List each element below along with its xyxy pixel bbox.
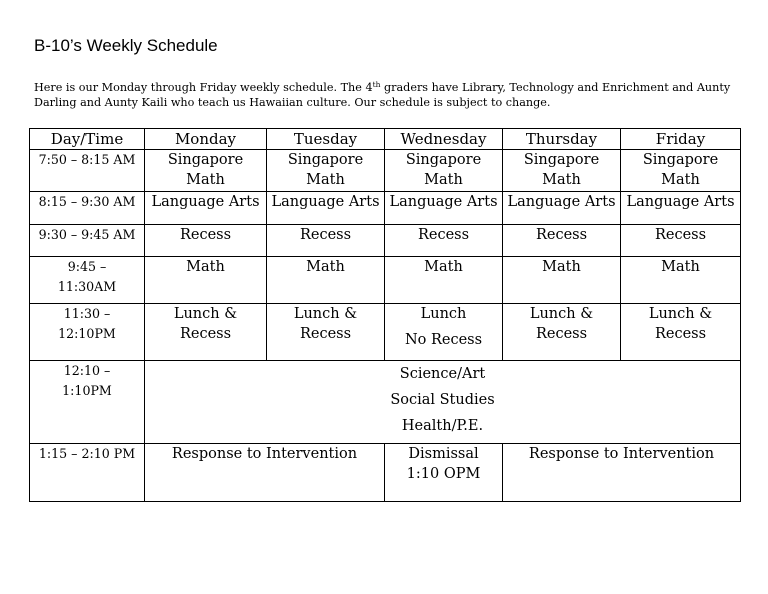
time-line: 1:10PM [62,383,112,398]
cell-line: Lunch & [648,306,713,322]
header-wednesday: Wednesday [385,129,503,150]
page-title: B-10’s Weekly Schedule [34,36,218,55]
cell-line: Lunch [420,306,467,322]
monday-tuesday-cell: Response to Intervention [145,444,385,502]
header-day-time: Day/Time [30,129,145,150]
subject-line: Science/Art [399,366,486,382]
time-cell [30,257,145,304]
cell-line: Recess [654,326,707,342]
tuesday-cell [267,150,385,192]
wednesday-cell: Math [385,257,503,304]
cell-line: No Recess [404,332,483,348]
cell-line: Singapore [405,152,482,168]
time-cell: 8:15 – 9:30 AM [30,192,145,225]
table-row [30,192,741,225]
schedule-table [29,128,741,502]
time-line: 9:45 – [67,259,107,274]
cell-line: Singapore [167,152,244,168]
monday-cell: Recess [145,225,267,257]
cell-line: Lunch & [529,306,594,322]
table-row [30,361,741,444]
friday-cell [621,150,741,192]
time-cell: 9:30 – 9:45 AM [30,225,145,257]
wednesday-cell [385,150,503,192]
cell-line: 1:10 OPM [406,466,481,482]
friday-cell: Recess [621,225,741,257]
monday-cell: Math [145,257,267,304]
time-cell: 7:50 – 8:15 AM [30,150,145,192]
cell-line: Singapore [287,152,364,168]
wednesday-cell [385,304,503,361]
cell-line: Recess [299,326,352,342]
cell-line: Math [661,172,700,188]
tuesday-cell [267,304,385,361]
cell-line: Math [542,172,581,188]
cell-line: Dismissal [408,446,479,462]
table-row [30,257,741,304]
tuesday-cell: Math [267,257,385,304]
intro-text-2: graders have Library, Technology and Enrichment and Aunty Darling and Aunty Kaili who teach us Hawaiian culture. Our schedule is subject to change. [34,81,731,109]
time-line: 12:10 – [63,363,111,378]
cell-line: Math [424,172,463,188]
monday-cell [145,304,267,361]
header-thursday: Thursday [503,129,621,150]
thursday-friday-cell: Response to Intervention [503,444,741,502]
table-row [30,225,741,257]
tuesday-cell: Recess [267,225,385,257]
table-row [30,150,741,192]
intro-text-1: Here is our Monday through Friday weekly schedule. The 4 [34,81,373,94]
subject-line: Health/P.E. [401,418,484,434]
thursday-cell [503,304,621,361]
table-row [30,444,741,502]
cell-line: Lunch & [173,306,238,322]
header-friday: Friday [621,129,741,150]
time-line: 11:30AM [57,279,117,294]
friday-cell [621,304,741,361]
cell-line: Lunch & [293,306,358,322]
wednesday-cell: Recess [385,225,503,257]
monday-cell [145,150,267,192]
time-line: 11:30 – [63,306,111,321]
wednesday-cell: Language Arts [385,192,503,225]
cell-line: Recess [535,326,588,342]
wednesday-cell [385,444,503,502]
cell-line: Singapore [523,152,600,168]
intro-paragraph [34,80,734,110]
cell-line: Math [306,172,345,188]
thursday-cell: Math [503,257,621,304]
header-tuesday: Tuesday [267,129,385,150]
cell-line: Recess [179,326,232,342]
intro-superscript: th [372,80,381,89]
merged-subjects-cell [145,361,741,444]
monday-cell: Language Arts [145,192,267,225]
friday-cell: Language Arts [621,192,741,225]
time-cell [30,361,145,444]
time-line: 12:10PM [58,326,116,341]
header-row [30,129,741,150]
thursday-cell: Recess [503,225,621,257]
tuesday-cell: Language Arts [267,192,385,225]
table-row [30,304,741,361]
time-cell [30,304,145,361]
cell-line: Singapore [642,152,719,168]
subject-line: Social Studies [390,392,495,408]
cell-line: Math [186,172,225,188]
friday-cell: Math [621,257,741,304]
thursday-cell: Language Arts [503,192,621,225]
thursday-cell [503,150,621,192]
header-monday: Monday [145,129,267,150]
time-cell: 1:15 – 2:10 PM [30,444,145,502]
